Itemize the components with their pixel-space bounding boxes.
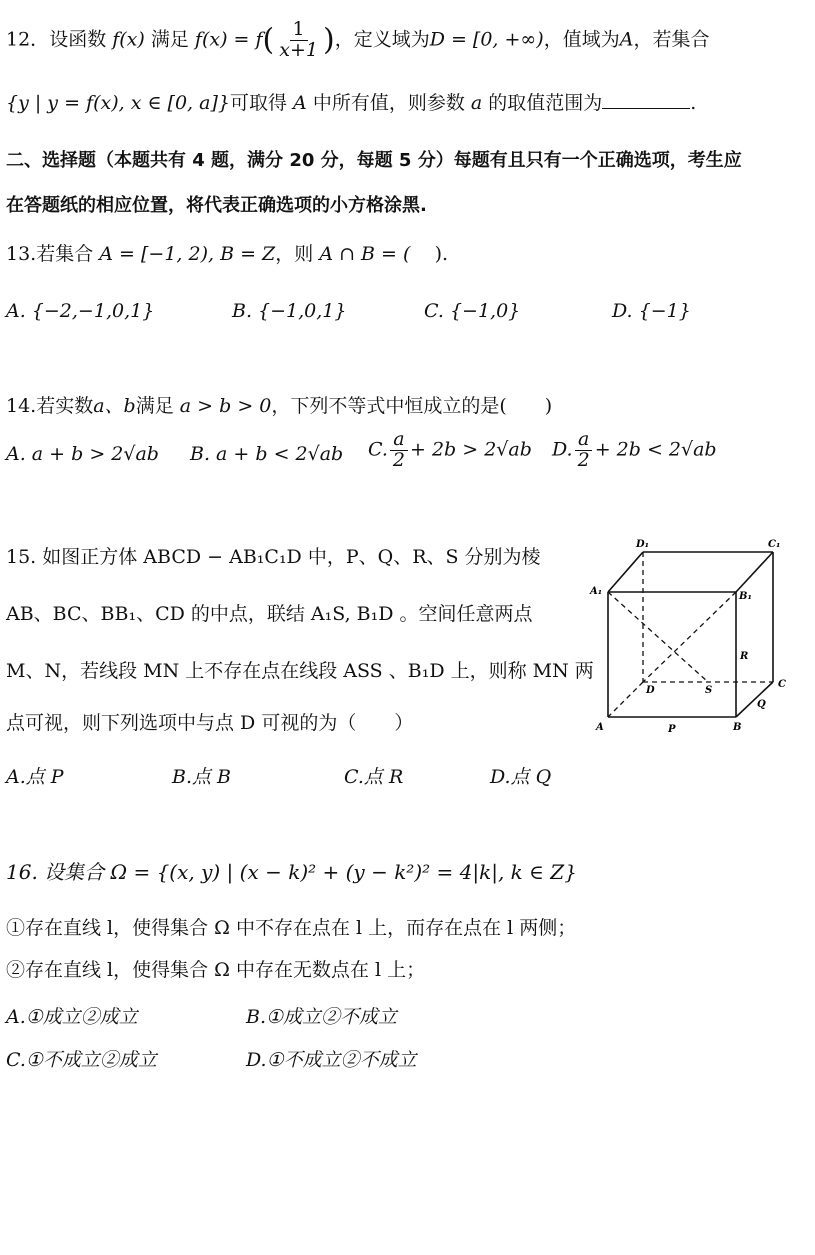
q13-option-c[interactable]: C. {−1,0} [424,300,521,322]
q16-option-a[interactable]: A.①成立②成立 [6,1006,138,1028]
q12-frac-den: x+1 [279,38,318,61]
q12-A: A [619,28,634,51]
section2-line2: 在答题纸的相应位置，将代表正确选项的小方格涂黑. [6,195,427,216]
q16-statement-1: ①存在直线 l，使得集合 Ω 中不存在点在 l 上，而存在点在 l 两侧； [6,917,577,939]
cube-figure [588,537,793,737]
q12-frac-num: 1 [290,20,308,41]
q12-text-4: ，值域为 [543,28,620,51]
q14-c-frac [390,430,408,471]
q14-option-b[interactable]: B. a + b < 2√ab [190,443,344,465]
q12-line2 [6,92,805,116]
q12-equation: f(x) = f [194,28,263,51]
answer-blank[interactable] [602,107,690,109]
label-Q: Q [757,699,766,710]
q14-option-d[interactable] [552,430,717,471]
q14-end: ，下列不等式中恒成立的是( ) [271,395,553,417]
q14-d-den: 2 [577,448,590,471]
edge-C1B1 [736,552,773,592]
q12-a: a [470,92,483,114]
q12-text-3: ，定义域为 [334,28,430,51]
segment-B1D [643,592,736,682]
q15-line2: AB、BC、BB₁、CD 的中点，联结 A₁S, B₁D 。空间任意两点 [6,603,533,625]
q14-number: 14. [6,395,37,417]
segment-A1S [608,592,708,682]
q14-option-c[interactable] [368,430,532,471]
q14-text: 若实数 [36,395,94,417]
q13-option-b[interactable]: B. {−1,0,1} [232,300,347,322]
q14-d-num: a [575,430,592,451]
label-C: C [778,679,786,690]
q14-stem [6,395,805,419]
q14-c-num: a [390,430,407,451]
q14-vars: a、b [93,395,136,417]
q16-option-b[interactable]: B.①成立②不成立 [246,1006,398,1028]
label-D: D [646,685,655,696]
label-A1: A₁ [590,586,603,597]
q14-option-a[interactable]: A. a + b > 2√ab [6,443,159,465]
q14-mid: 满足 [135,395,174,417]
q12-end: . [690,92,697,114]
q13-option-a[interactable]: A. {−2,−1,0,1} [6,300,155,322]
label-B1: B₁ [739,591,752,602]
q16-stem: 16. 设集合 Ω = {(x, y) | (x − k)² + (y − k²)² = 4|k|, k ∈ Z} [6,860,577,884]
label-D1: D₁ [636,539,650,550]
q15-option-c[interactable]: C.点 R [344,766,404,788]
q15-line1: 15. 如图正方体 ABCD − AB₁C₁D 中，P、Q、R、S 分别为棱 [6,546,541,568]
q12-number: 12． [6,28,50,51]
q15-option-a[interactable]: A.点 P [6,766,64,788]
section2-line1: 二、选择题（本题共有 4 题，满分 20 分，每题 5 分）每题有且只有一个正确选项，考生应 [6,150,742,171]
q12-domain: D = [0, +∞) [429,28,544,51]
q14-c-post: + 2b > 2√ab [410,438,532,461]
q15-option-d[interactable]: D.点 Q [490,766,552,788]
q16-statement-2: ②存在直线 l，使得集合 Ω 中存在无数点在 l 上； [6,959,426,981]
q16-option-d[interactable]: D.①不成立②不成立 [246,1049,417,1071]
q13-math2: A ∩ B = ( [319,243,411,265]
label-C1: C₁ [768,539,781,550]
label-S: S [705,685,713,696]
q13-mid: ，则 [275,243,314,265]
q13-number: 13. [6,243,37,265]
q12-text-1: 设函数 [49,28,113,51]
label-P: P [668,724,676,735]
edge-CB [736,682,773,717]
q13-math: A = [−1, 2), B = Z [99,243,276,265]
label-R: R [740,651,749,662]
q16-option-c[interactable]: C.①不成立②成立 [6,1049,157,1071]
q12-A2: A [293,92,307,114]
q15-line4: 点可视，则下列选项中与点 D 可视的为（ ） [6,712,414,734]
q12-set: {y | y = f(x), x ∈ [0, a]} [6,92,230,114]
q14-d-pre: D. [552,438,573,461]
q12-text-2: 满足 [150,28,195,51]
q14-c-den: 2 [392,448,405,471]
label-A: A [596,722,604,733]
q14-c-pre: C. [368,438,388,461]
q14-d-post: + 2b < 2√ab [594,438,717,461]
q12-line1: 12．设函数 f(x) 满足 f(x) = f( $\frac{1}{x+1}$ )，定义域为D = [0, +∞)，值域为A，若集合 [6,18,710,61]
q12-fraction [276,20,321,61]
q13-option-d[interactable]: D. {−1} [612,300,691,322]
edge-A1D1 [608,552,643,592]
label-B: B [733,722,742,733]
q12-text-6: 可取得 [229,92,287,114]
q12-text-5: ，若集合 [633,28,710,51]
q12-text-8: 的取值范围为 [488,92,603,114]
q15-line3: M、N，若线段 MN 上不存在点在线段 ASS 、B₁D 上，则称 MN 两 [6,660,594,682]
q14-cond: a > b > 0 [179,395,272,417]
q13-stem [6,243,805,267]
edge-DA [608,682,643,717]
q14-d-frac [575,430,593,471]
q15-option-b[interactable]: B.点 B [172,766,232,788]
q12-fx: f(x) [112,28,145,51]
q13-text: 若集合 [36,243,94,265]
q12-text-7: 中所有值，则参数 [312,92,465,114]
q13-end: ). [434,243,449,265]
